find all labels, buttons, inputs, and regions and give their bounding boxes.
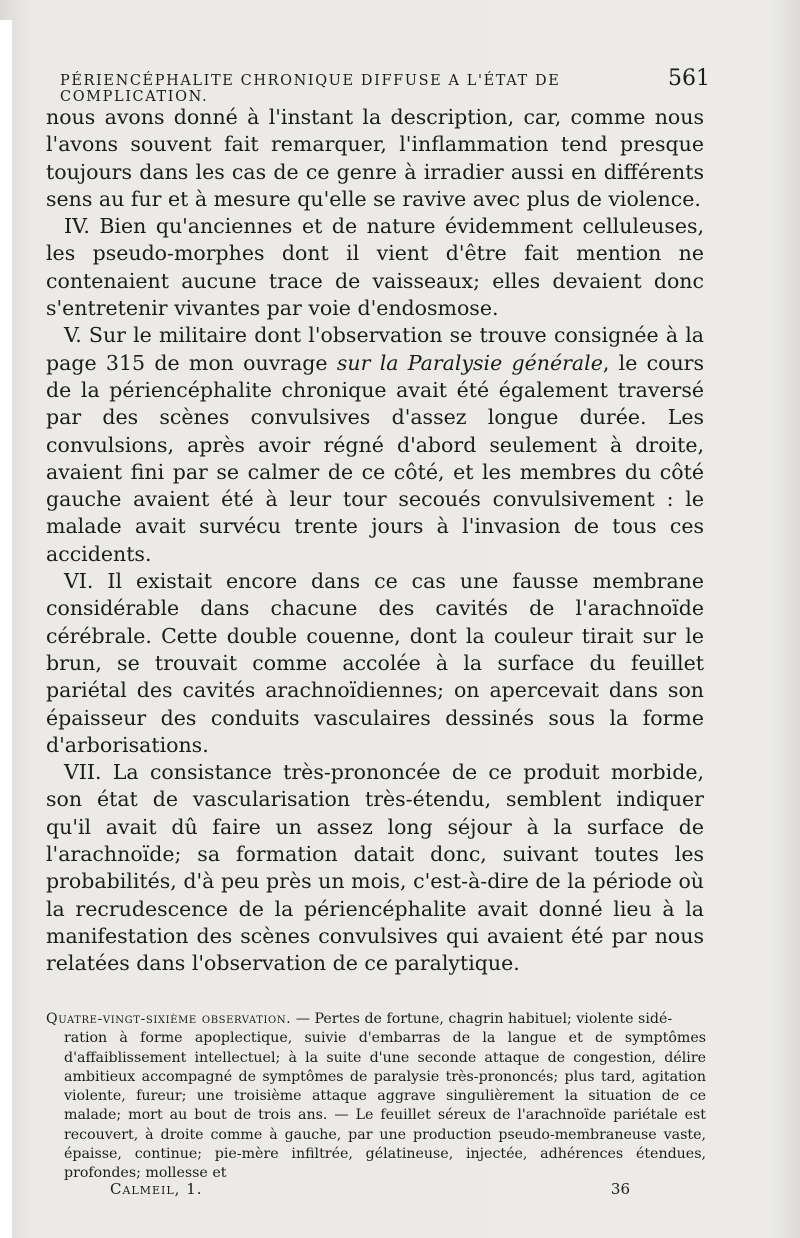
paragraph-continuation: nous avons donné à l'instant la description, car, comme nous l'avons souvent fait remarquer, l'inflammation tend presque toujours dans les cas de ce genre à irradier aussi en différents sens au fur et à mesure qu'elle se ravive avec plus de violence.: [46, 105, 704, 211]
paragraph-iv: IV. Bien qu'anciennes et de nature évidemment celluleuses, les pseudo-morphes dont il vient d'être fait mention ne contenaient aucune trace de vaisseaux; elles devaient donc s'entretenir vivantes par voie d'endosmose.: [46, 214, 704, 321]
paragraph-vii: VII. La consistance très-prononcée de ce produit morbide, son état de vascularisation très-étendu, semblent indiquer qu'il avait dû faire un assez long séjour à la surface de l'arachnoïde; sa formation datait donc, suivant toutes les probabilités, d'à peu près un mois, c'est-à-dire de la période où la recrudescence de la périencéphalite avait donné lieu à la manifestation des scènes convulsives qui avaient été par nous relatées dans l'observation de ce paralytique.: [46, 760, 704, 976]
paragraph-v-end: , le cours de la périencéphalite chronique avait été également traversé par des scènes convulsives d'assez longue durée. Les convulsions, après avoir régné d'abord seulement à droite, avaient fini par se calmer de ce côté, et les membres du côté gauche avaient été à leur tour secoués convulsivement : le malade avait survécu trente jours à l'invasion de tous ces accidents.: [46, 350, 704, 566]
running-header: [60, 66, 710, 105]
sheet-number: 36: [610, 1180, 630, 1198]
page-footer: [110, 1180, 630, 1198]
paragraph-v-start: V. Sur le militaire dont l'observation se trouve consignée à la page 315 de mon ouvrage: [46, 323, 704, 375]
paragraph-v: [46, 322, 704, 568]
footnote-body: ration à forme apoplectique, suivie d'embarras de la langue et de symptômes d'affaiblissement intellectuel; à la suite d'une seconde attaque de congestion, délire ambitieux accompagné de symptômes de paralysie très-prononcés; plus tard, agitation violente, fureur; une troisième attaque aggrave singulièrement la situation de ce malade; mort au bout de trois ans. — Le feuillet séreux de l'arachnoïde pariétale est recouvert, à droite comme à gauche, par une production pseudo-membraneuse vaste, épaisse, continue; pie-mère infiltrée, gélatineuse, injectée, adhérences étendues, profondes; mollesse et: [64, 1030, 706, 1182]
signature-mark: Calmeil, 1.: [110, 1180, 203, 1198]
body-text: [46, 104, 704, 978]
footnote-first-line: — Pertes de fortune, chagrin habituel; violente sidé-: [291, 1011, 673, 1027]
scan-edge: [0, 20, 12, 1238]
page-number: 561: [668, 66, 710, 91]
running-title: PÉRIENCÉPHALITE CHRONIQUE DIFFUSE A L'ÉTAT DE COMPLICATION.: [60, 73, 561, 105]
footnote-lead: Quatre-vingt-sixième observation.: [46, 1011, 292, 1027]
book-title: sur la Paralysie générale: [336, 350, 603, 375]
paragraph-vi: VI. Il existait encore dans ce cas une fausse membrane considérable dans chacune des cavités de l'arachnoïde cérébrale. Cette double couenne, dont la couleur tirait sur le brun, se trouvait comme accolée à la surface du feuillet pariétal des cavités arachnoïdiennes; on apercevait dans son épaisseur des conduits vasculaires dessinés sous la forme d'arborisations.: [46, 569, 704, 757]
footnote-observation: [46, 1010, 706, 1184]
